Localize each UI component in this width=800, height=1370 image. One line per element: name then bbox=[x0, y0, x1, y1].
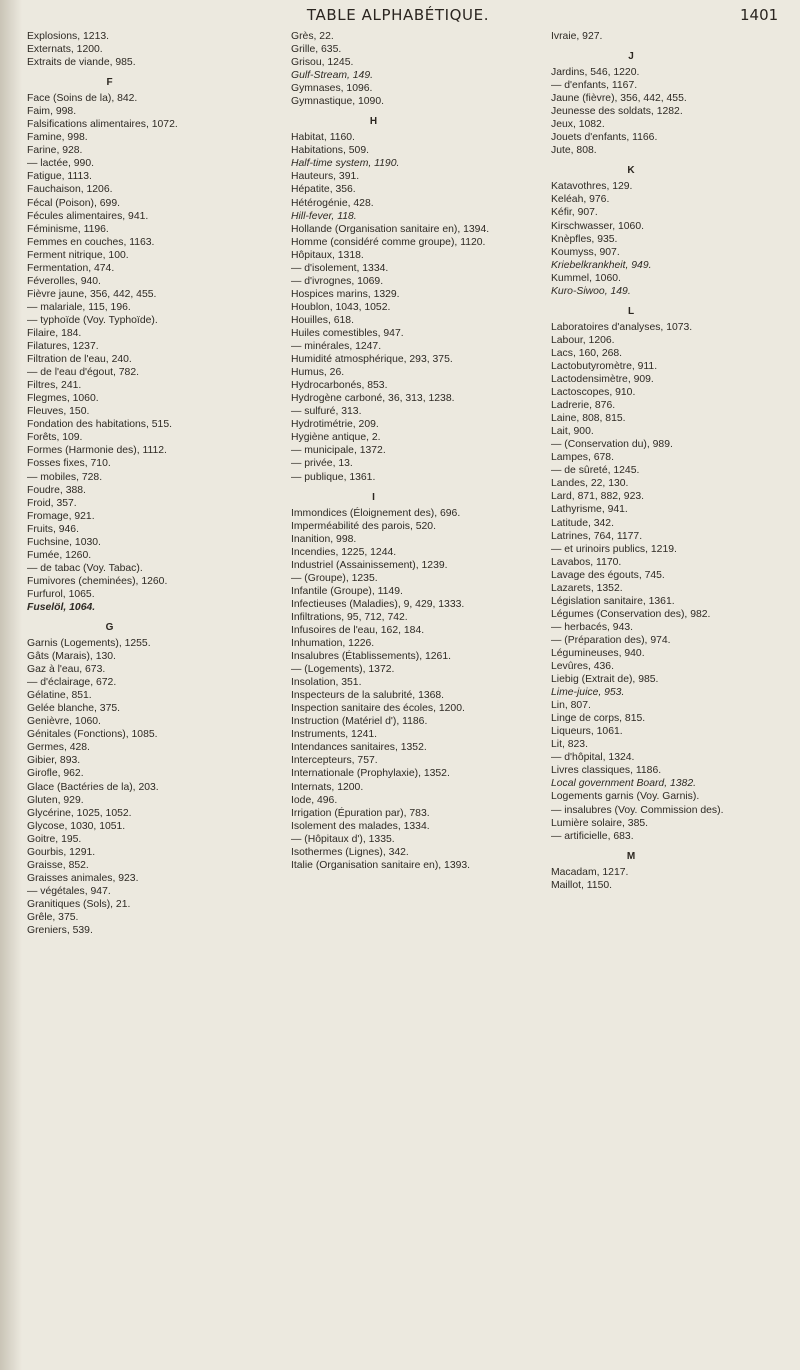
index-entry: — (Groupe), 1235. bbox=[291, 572, 378, 584]
index-entry: Jute, 808. bbox=[551, 145, 597, 157]
index-entry: Grisou, 1245. bbox=[291, 57, 354, 69]
index-entry: Lime-juice, 953. bbox=[551, 687, 625, 699]
index-entry: — de l'eau d'égout, 782. bbox=[27, 367, 139, 379]
index-entry: Livres classiques, 1186. bbox=[551, 765, 662, 777]
index-entry: — de sûreté, 1245. bbox=[551, 465, 640, 477]
index-entry: Fosses fixes, 710. bbox=[27, 458, 111, 470]
page-edge-shadow bbox=[0, 0, 22, 1370]
index-entry: Homme (considéré comme groupe), 1120. bbox=[291, 236, 486, 248]
index-entry: — (Conservation du), 989. bbox=[551, 439, 673, 451]
index-entry: Gulf-Stream, 149. bbox=[291, 70, 374, 82]
index-entry: Glycose, 1030, 1051. bbox=[27, 820, 126, 832]
index-entry: Lavage des égouts, 745. bbox=[551, 569, 665, 581]
index-entry: Inanition, 998. bbox=[291, 533, 357, 545]
index-entry: Incendies, 1225, 1244. bbox=[291, 546, 397, 558]
index-entry: Humidité atmosphérique, 293, 375. bbox=[291, 354, 453, 366]
index-entry: Instruction (Matériel d'), 1186. bbox=[291, 716, 428, 728]
index-entry: Jeunesse des soldats, 1282. bbox=[551, 106, 683, 118]
index-entry: Grille, 635. bbox=[291, 44, 342, 56]
index-entry: Irrigation (Épuration par), 783. bbox=[291, 807, 430, 819]
index-entry: Externats, 1200. bbox=[27, 44, 103, 56]
index-entry: Filtres, 241. bbox=[27, 380, 82, 392]
index-entry: Linge de corps, 815. bbox=[551, 713, 646, 725]
index-entry: Labour, 1206. bbox=[551, 334, 615, 346]
index-entry: Fruits, 946. bbox=[27, 523, 79, 535]
section-letter: K bbox=[627, 165, 635, 177]
index-entry: Lathyrisme, 941. bbox=[551, 504, 628, 516]
index-entry: Katavothres, 129. bbox=[551, 181, 633, 193]
index-entry: — d'enfants, 1167. bbox=[551, 80, 638, 92]
index-entry: Ferment nitrique, 100. bbox=[27, 249, 129, 261]
index-entry: Latitude, 342. bbox=[551, 517, 614, 529]
index-entry: Inspection sanitaire des écoles, 1200. bbox=[291, 703, 465, 715]
index-entry: Humus, 26. bbox=[291, 367, 345, 379]
index-entry: Gibier, 893. bbox=[27, 755, 81, 767]
index-entry: Filtration de l'eau, 240. bbox=[27, 354, 132, 366]
index-column-3 bbox=[551, 30, 796, 892]
index-entry: Lit, 823. bbox=[551, 739, 588, 751]
index-entry: Fécules alimentaires, 941. bbox=[27, 210, 149, 222]
index-entry: Lait, 900. bbox=[551, 426, 594, 438]
index-entry: Lampes, 678. bbox=[551, 452, 614, 464]
index-entry: Fauchaison, 1206. bbox=[27, 184, 113, 196]
index-entry: Hétérogénie, 428. bbox=[291, 197, 374, 209]
index-entry: Isothermes (Lignes), 342. bbox=[291, 846, 409, 858]
index-entry: Hospices marins, 1329. bbox=[291, 288, 400, 300]
index-entry: Garnis (Logements), 1255. bbox=[27, 638, 151, 650]
index-entry: — herbacés, 943. bbox=[551, 621, 634, 633]
index-entry: Hydrotimétrie, 209. bbox=[291, 419, 379, 431]
section-letter: L bbox=[627, 305, 635, 317]
index-entry: Greniers, 539. bbox=[27, 925, 93, 937]
index-entry: — de tabac (Voy. Tabac). bbox=[27, 562, 143, 574]
index-entry: Latrines, 764, 1177. bbox=[551, 530, 643, 542]
index-entry: — malariale, 115, 196. bbox=[27, 301, 131, 313]
index-entry: Lazarets, 1352. bbox=[551, 582, 623, 594]
index-entry: — (Logements), 1372. bbox=[291, 664, 395, 676]
index-entry: Immondices (Éloignement des), 696. bbox=[291, 507, 461, 519]
index-entry: Jaune (fièvre), 356, 442, 455. bbox=[551, 93, 687, 105]
index-entry: Liqueurs, 1061. bbox=[551, 726, 623, 738]
index-entry: Fécal (Poison), 699. bbox=[27, 197, 120, 209]
index-entry: Hydrogène carboné, 36, 313, 1238. bbox=[291, 393, 455, 405]
index-entry: Hygiène antique, 2. bbox=[291, 432, 381, 444]
index-entry: Kéfir, 907. bbox=[551, 207, 598, 219]
index-entry: Granitiques (Sols), 21. bbox=[27, 898, 131, 910]
index-entry: Infectieuses (Maladies), 9, 429, 1333. bbox=[291, 598, 465, 610]
index-entry: Gymnastique, 1090. bbox=[291, 96, 384, 108]
index-entry: Infiltrations, 95, 712, 742. bbox=[291, 611, 408, 623]
index-entry: Ladrerie, 876. bbox=[551, 400, 616, 412]
index-entry: Internationale (Prophylaxie), 1352. bbox=[291, 768, 450, 780]
section-letter: F bbox=[106, 77, 113, 89]
index-entry: Knèpfles, 935. bbox=[551, 233, 618, 245]
index-entry: — lactée, 990. bbox=[27, 158, 95, 170]
index-entry: Insalubres (Établissements), 1261. bbox=[291, 651, 451, 663]
index-column-1 bbox=[27, 30, 267, 937]
index-entry: Lin, 807. bbox=[551, 700, 591, 712]
index-entry: Lactodensimètre, 909. bbox=[551, 373, 654, 385]
index-entry: Féminisme, 1196. bbox=[27, 223, 109, 235]
index-entry: Infusoires de l'eau, 162, 184. bbox=[291, 624, 425, 636]
index-entry: Italie (Organisation sanitaire en), 1393. bbox=[291, 859, 471, 871]
index-entry: — d'hôpital, 1324. bbox=[551, 752, 635, 764]
index-entry: Intendances sanitaires, 1352. bbox=[291, 742, 427, 754]
index-entry: Fumivores (cheminées), 1260. bbox=[27, 575, 168, 587]
index-entry: Hollande (Organisation sanitaire en), 1394. bbox=[291, 223, 490, 235]
index-entry: — végétales, 947. bbox=[27, 885, 111, 897]
index-entry: Furfurol, 1065. bbox=[27, 588, 95, 600]
index-entry: Genièvre, 1060. bbox=[27, 716, 101, 728]
index-entry: Falsifications alimentaires, 1072. bbox=[27, 119, 178, 131]
index-entry: — (Préparation des), 974. bbox=[551, 634, 671, 646]
index-entry: Iode, 496. bbox=[291, 794, 338, 806]
index-entry: Hépatite, 356. bbox=[291, 184, 356, 196]
index-entry: Keléah, 976. bbox=[551, 194, 610, 206]
index-entry: Fuselöl, 1064. bbox=[27, 601, 96, 613]
index-entry: Inspecteurs de la salubrité, 1368. bbox=[291, 690, 445, 702]
index-entry: Kummel, 1060. bbox=[551, 272, 621, 284]
index-entry: — d'éclairage, 672. bbox=[27, 677, 117, 689]
index-entry: Kuro-Siwoo, 149. bbox=[551, 285, 631, 297]
section-letter: M bbox=[626, 850, 636, 862]
index-entry: Jouets d'enfants, 1166. bbox=[551, 132, 658, 144]
index-entry: Jardins, 546, 1220. bbox=[551, 67, 640, 79]
index-entry: Liebig (Extrait de), 985. bbox=[551, 674, 659, 686]
index-entry: Gymnases, 1096. bbox=[291, 83, 373, 95]
index-entry: Internats, 1200. bbox=[291, 781, 364, 793]
section-letter: J bbox=[628, 51, 634, 63]
index-entry: Imperméabilité des parois, 520. bbox=[291, 520, 436, 532]
index-entry: Fumée, 1260. bbox=[27, 549, 92, 561]
index-entry: Habitat, 1160. bbox=[291, 132, 355, 144]
index-entry: Gaz à l'eau, 673. bbox=[27, 664, 106, 676]
index-entry: Maillot, 1150. bbox=[551, 879, 613, 891]
index-entry: Grêle, 375. bbox=[27, 912, 79, 923]
index-entry: Houblon, 1043, 1052. bbox=[291, 301, 391, 313]
index-entry: Gelée blanche, 375. bbox=[27, 703, 121, 715]
index-entry: Faim, 998. bbox=[27, 106, 77, 118]
index-entry: Famine, 998. bbox=[27, 132, 88, 144]
index-entry: Foudre, 388. bbox=[27, 484, 86, 496]
index-entry: Houilles, 618. bbox=[291, 314, 354, 326]
index-entry: Fièvre jaune, 356, 442, 455. bbox=[27, 288, 157, 300]
index-entry: Hydrocarbonés, 853. bbox=[291, 380, 388, 392]
index-entry: Froid, 357. bbox=[27, 497, 77, 509]
index-entry: — (Hôpitaux d'), 1335. bbox=[291, 833, 395, 845]
index-entry: Graisse, 852. bbox=[27, 859, 89, 871]
index-entry: Fatigue, 1113. bbox=[27, 171, 92, 183]
section-letter: G bbox=[105, 622, 114, 634]
index-entry: Glace (Bactéries de la), 203. bbox=[27, 781, 159, 793]
index-entry: Gélatine, 851. bbox=[27, 690, 92, 702]
index-entry: Germes, 428. bbox=[27, 742, 90, 754]
index-entry: Grès, 22. bbox=[291, 31, 334, 42]
index-entry: Fermentation, 474. bbox=[27, 262, 115, 274]
index-entry: — publique, 1361. bbox=[291, 471, 376, 483]
page-number: 1401 bbox=[740, 6, 779, 24]
index-entry: Génitales (Fonctions), 1085. bbox=[27, 729, 158, 741]
index-entry: Hill-fever, 118. bbox=[291, 210, 357, 222]
index-entry: Lactoscopes, 910. bbox=[551, 387, 636, 399]
index-entry: Légumes (Conservation des), 982. bbox=[551, 608, 711, 620]
index-entry: Kriebelkrankheit, 949. bbox=[551, 259, 652, 271]
index-entry: Flegmes, 1060. bbox=[27, 393, 99, 405]
index-entry: Goitre, 195. bbox=[27, 833, 82, 845]
index-entry: — minérales, 1247. bbox=[291, 341, 382, 353]
index-entry: Industriel (Assainissement), 1239. bbox=[291, 559, 448, 571]
index-entry: Filaire, 184. bbox=[27, 327, 82, 339]
index-entry: — sulfuré, 313. bbox=[291, 406, 362, 418]
index-entry: Instruments, 1241. bbox=[291, 729, 378, 741]
index-entry: Féverolles, 940. bbox=[27, 275, 101, 287]
index-entry: Lavabos, 1170. bbox=[551, 556, 622, 568]
index-entry: Hauteurs, 391. bbox=[291, 171, 360, 183]
index-entry: Laboratoires d'analyses, 1073. bbox=[551, 321, 693, 333]
index-entry: Ivraie, 927. bbox=[551, 31, 603, 42]
index-entry: Fromage, 921. bbox=[27, 510, 95, 522]
index-entry: Local government Board, 1382. bbox=[551, 778, 696, 790]
index-entry: Gourbis, 1291. bbox=[27, 846, 96, 858]
index-entry: Levûres, 436. bbox=[551, 661, 614, 673]
index-entry: Gâts (Marais), 130. bbox=[27, 651, 116, 663]
index-entry: Huiles comestibles, 947. bbox=[291, 327, 404, 339]
index-entry: Gluten, 929. bbox=[27, 794, 84, 806]
index-entry: — privée, 13. bbox=[291, 458, 353, 470]
index-entry: — d'ivrognes, 1069. bbox=[291, 275, 384, 287]
index-entry: Insolation, 351. bbox=[291, 677, 362, 689]
index-entry: Farine, 928. bbox=[27, 145, 83, 157]
index-entry: Koumyss, 907. bbox=[551, 246, 620, 258]
index-entry: Landes, 22, 130. bbox=[551, 478, 629, 490]
index-entry: Forêts, 109. bbox=[27, 432, 83, 444]
index-column-2 bbox=[291, 30, 541, 872]
index-entry: Lactobutyromètre, 911. bbox=[551, 360, 658, 372]
index-entry: Légumineuses, 940. bbox=[551, 647, 645, 659]
index-entry: Lumière solaire, 385. bbox=[551, 817, 649, 829]
index-entry: Législation sanitaire, 1361. bbox=[551, 595, 675, 607]
index-entry: Formes (Harmonie des), 1112. bbox=[27, 445, 167, 457]
index-entry: Fuchsine, 1030. bbox=[27, 536, 101, 548]
index-entry: Inhumation, 1226. bbox=[291, 638, 375, 650]
index-entry: Explosions, 1213. bbox=[27, 31, 110, 42]
page-title: TABLE ALPHABÉTIQUE. bbox=[306, 6, 490, 24]
index-entry: — mobiles, 728. bbox=[27, 471, 103, 483]
index-entry: Intercepteurs, 757. bbox=[291, 755, 378, 767]
section-letter: H bbox=[369, 116, 378, 128]
index-entry: — typhoïde (Voy. Typhoïde). bbox=[27, 314, 158, 326]
index-entry: Infantile (Groupe), 1149. bbox=[291, 585, 403, 597]
index-entry: Face (Soins de la), 842. bbox=[27, 93, 138, 105]
index-entry: — artificielle, 683. bbox=[551, 830, 634, 842]
index-entry: Lacs, 160, 268. bbox=[551, 347, 623, 359]
index-entry: Lard, 871, 882, 923. bbox=[551, 491, 645, 503]
index-entry: — insalubres (Voy. Commission des). bbox=[551, 804, 724, 816]
index-entry: Extraits de viande, 985. bbox=[27, 57, 136, 69]
index-entry: Kirschwasser, 1060. bbox=[551, 220, 644, 232]
index-entry: Isolement des malades, 1334. bbox=[291, 820, 430, 832]
index-entry: Fondation des habitations, 515. bbox=[27, 419, 172, 431]
index-entry: Hôpitaux, 1318. bbox=[291, 249, 364, 261]
index-entry: Jeux, 1082. bbox=[551, 119, 605, 131]
index-entry: Filatures, 1237. bbox=[27, 341, 99, 353]
index-entry: Half-time system, 1190. bbox=[291, 158, 400, 170]
index-entry: Graisses animales, 923. bbox=[27, 872, 139, 884]
section-letter: I bbox=[372, 491, 375, 503]
index-entry: Logements garnis (Voy. Garnis). bbox=[551, 791, 700, 803]
index-entry: Macadam, 1217. bbox=[551, 866, 629, 878]
index-entry: — municipale, 1372. bbox=[291, 445, 386, 457]
index-entry: — et urinoirs publics, 1219. bbox=[551, 543, 677, 555]
index-entry: Glycérine, 1025, 1052. bbox=[27, 807, 132, 819]
index-entry: Girofle, 962. bbox=[27, 768, 84, 780]
index-entry: Habitations, 509. bbox=[291, 145, 369, 157]
index-entry: Femmes en couches, 1163. bbox=[27, 236, 155, 248]
index-entry: Laine, 808, 815. bbox=[551, 413, 626, 425]
index-entry: — d'isolement, 1334. bbox=[291, 262, 389, 274]
index-entry: Fleuves, 150. bbox=[27, 406, 90, 418]
